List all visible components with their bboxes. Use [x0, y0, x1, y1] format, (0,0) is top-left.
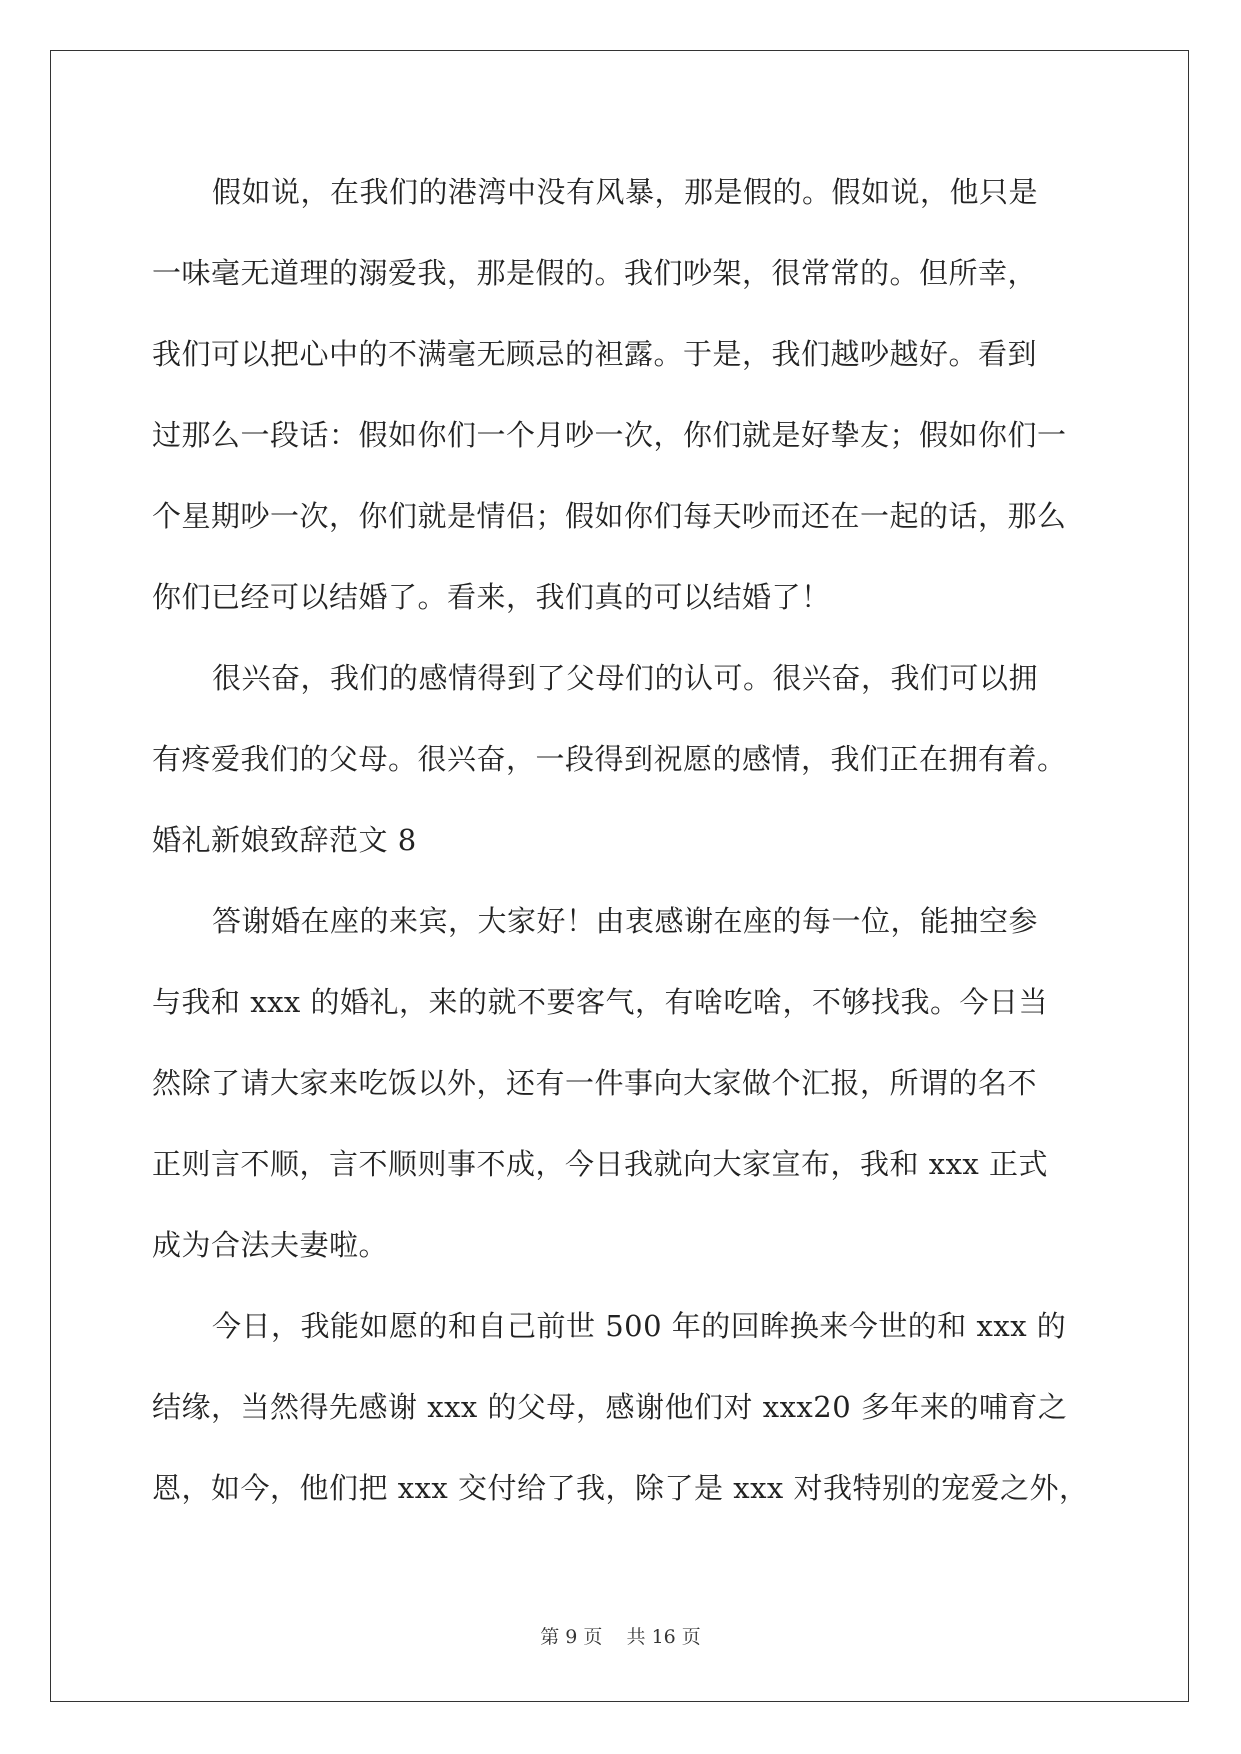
page-number: 第 9 页 共 16 页	[540, 1626, 701, 1648]
document-body	[152, 160, 1092, 1537]
text-line: 过那么一段话：假如你们一个月吵一次，你们就是好挚友；假如你们一	[152, 418, 1067, 452]
text-line: 然除了请大家来吃饭以外，还有一件事向大家做个汇报，所谓的名不	[152, 1066, 1038, 1100]
page-footer	[0, 1622, 1241, 1649]
text-line: 答谢婚在座的来宾，大家好！由衷感谢在座的每一位，能抽空参	[212, 904, 1039, 938]
text-line: 个星期吵一次，你们就是情侣；假如你们每天吵而还在一起的话，那么	[152, 499, 1067, 533]
paragraph	[152, 160, 1092, 646]
paragraph	[152, 1294, 1092, 1537]
text-line: 今日，我能如愿的和自己前世 500 年的回眸换来今世的和 xxx 的	[212, 1309, 1067, 1343]
text-line: 我们可以把心中的不满毫无顾忌的袒露。于是，我们越吵越好。看到	[152, 337, 1038, 371]
paragraph	[152, 646, 1092, 808]
section-heading	[152, 808, 1092, 889]
text-line: 一味毫无道理的溺爱我，那是假的。我们吵架，很常常的。但所幸，	[152, 256, 1038, 290]
text-line: 假如说，在我们的港湾中没有风暴，那是假的。假如说，他只是	[212, 175, 1039, 209]
text-line: 有疼爱我们的父母。很兴奋，一段得到祝愿的感情，我们正在拥有着。	[152, 742, 1067, 776]
text-line: 很兴奋，我们的感情得到了父母们的认可。很兴奋，我们可以拥	[212, 661, 1039, 695]
text-line: 正则言不顺，言不顺则事不成，今日我就向大家宣布，我和 xxx 正式	[152, 1147, 1049, 1181]
text-line: 你们已经可以结婚了。看来，我们真的可以结婚了！	[152, 580, 831, 614]
text-line: 成为合法夫妻啦。	[152, 1228, 389, 1262]
text-line: 结缘，当然得先感谢 xxx 的父母，感谢他们对 xxx20 多年来的哺育之	[152, 1390, 1068, 1424]
paragraph	[152, 889, 1092, 1294]
text-line: 婚礼新娘致辞范文 8	[152, 823, 417, 857]
text-line: 恩，如今，他们把 xxx 交付给了我，除了是 xxx 对我特别的宠爱之外，	[152, 1471, 1089, 1505]
text-line: 与我和 xxx 的婚礼，来的就不要客气，有啥吃啥，不够找我。今日当	[152, 985, 1049, 1019]
